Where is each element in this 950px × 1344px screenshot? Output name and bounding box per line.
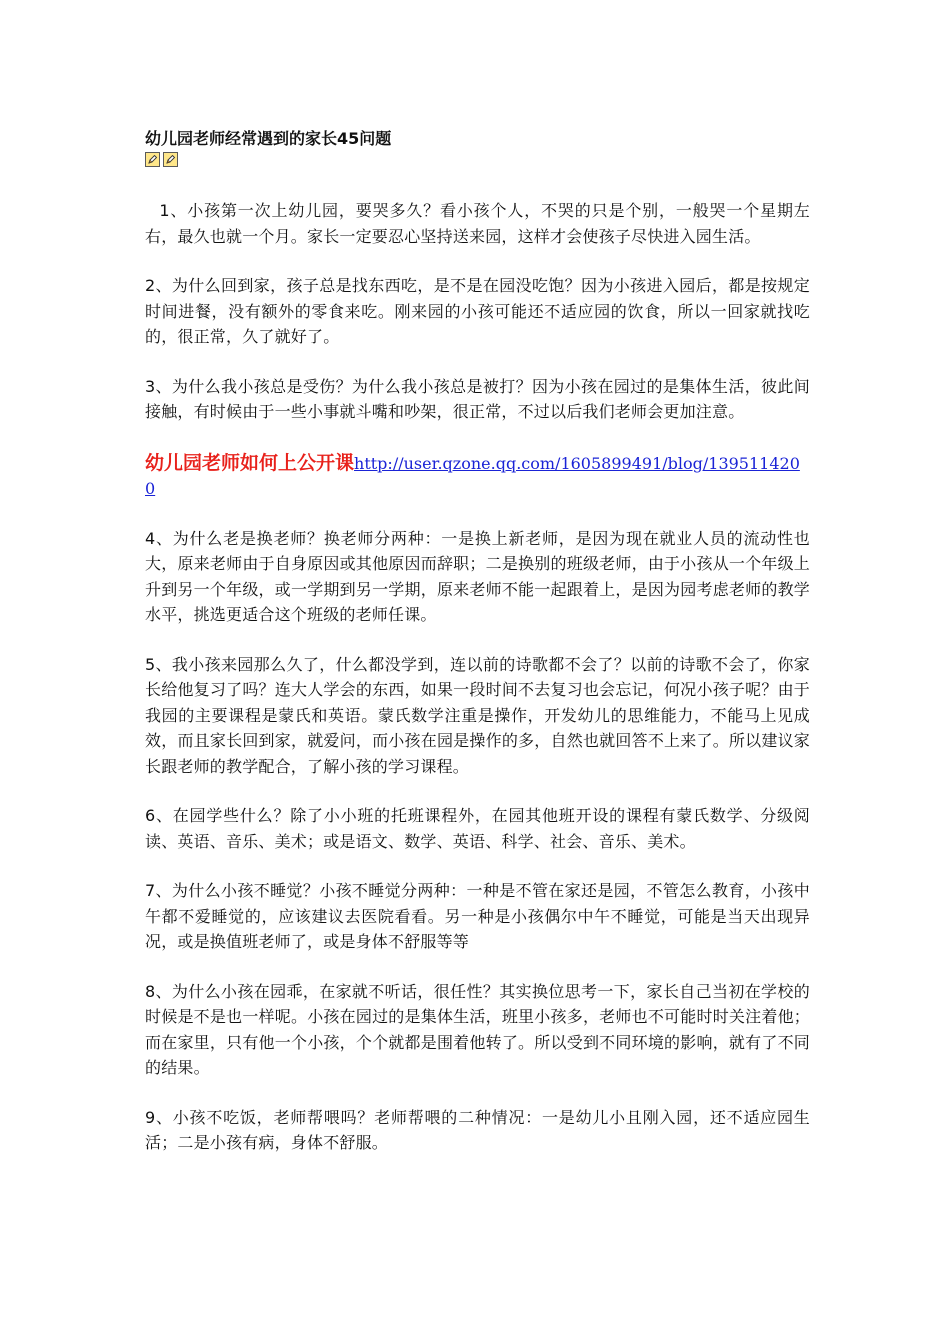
paragraph-q2: 2、为什么回到家，孩子总是找东西吃，是不是在园没吃饱？因为小孩进入园后，都是按规定时间进餐，没有额外的零食来吃。刚来园的小孩可能还不适应园的饮食，所以一回家就找吃的，很正常，久了就好了。 (145, 276, 810, 346)
paragraph-q6: 6、在园学些什么？除了小小班的托班课程外，在园其他班开设的课程有蒙氏数学、分级阅读、英语、音乐、美术；或是语文、数学、英语、科学、社会、音乐、美术。 (145, 806, 810, 851)
paragraph-q1: 1、小孩第一次上幼儿园，要哭多久？看小孩个人，不哭的只是个别，一般哭一个星期左右，最久也就一个月。家长一定要忍心坚持送来园，这样才会使孩子尽快进入园生活。 (145, 201, 810, 246)
icon-row (145, 152, 810, 170)
paragraph-q3: 3、为什么我小孩总是受伤？为什么我小孩总是被打？因为小孩在园过的是集体生活，彼此间接触，有时候由于一些小事就斗嘴和吵架，很正常，不过以后我们老师会更加注意。 (145, 376, 810, 421)
document-title: 幼儿园老师经常遇到的家长45问题 (145, 129, 392, 148)
promo-link[interactable]: http://user.qzone.qq.com/1605899491/blog/1395114200 (145, 453, 800, 498)
paragraph-q7: 7、为什么小孩不睡觉？小孩不睡觉分两种：一种是不管在家还是园，不管怎么教育，小孩中午都不爱睡觉的，应该建议去医院看看。另一种是小孩偶尔中午不睡觉，可能是当天出现异况，或是换值班老师了，或是身体不舒服等等 (145, 881, 810, 951)
paragraph-q5: 5、我小孩来园那么久了，什么都没学到，连以前的诗歌都不会了？以前的诗歌不会了，你家长给他复习了吗？连大人学会的东西，如果一段时间不去复习也会忘记，何况小孩子呢？由于我园的主要课程是蒙氏和英语。蒙氏数学注重是操作，开发幼儿的思维能力，不能马上见成效，而且家长回到家，就爱问，而小孩在园是操作的多，自然也就回答不上来了。所以建议家长跟老师的教学配合，了解小孩的学习课程。 (145, 654, 810, 776)
document-page (145, 128, 810, 1156)
promo-title: 幼儿园老师如何上公开课 (145, 451, 355, 474)
paragraph-q4: 4、为什么老是换老师？换老师分两种：一是换上新老师，是因为现在就业人员的流动性也大，原来老师由于自身原因或其他原因而辞职；二是换别的班级老师，由于小孩从一个年级上升到另一个年级，或一学期到另一学期，原来老师不能一起跟着上，是因为园考虑老师的教学水平，挑选更适合这个班级的老师任课。 (145, 528, 810, 624)
edit-icon[interactable] (145, 152, 160, 167)
paragraph-q9: 9、小孩不吃饭，老师帮喂吗？老师帮喂的二种情况：一是幼儿小且刚入园，还不适应园生活；二是小孩有病，身体不舒服。 (145, 1107, 810, 1152)
paragraph-q8: 8、为什么小孩在园乖，在家就不听话，很任性？其实换位思考一下，家长自己当初在学校的时候是不是也一样呢。小孩在园过的是集体生活，班里小孩多，老师也不可能时时关注着他；而在家里，只有他一个小孩，个个就都是围着他转了。所以受到不同环境的影响，就有了不同的结果。 (145, 981, 810, 1077)
edit-icon[interactable] (163, 152, 178, 167)
promo-line (145, 451, 810, 502)
